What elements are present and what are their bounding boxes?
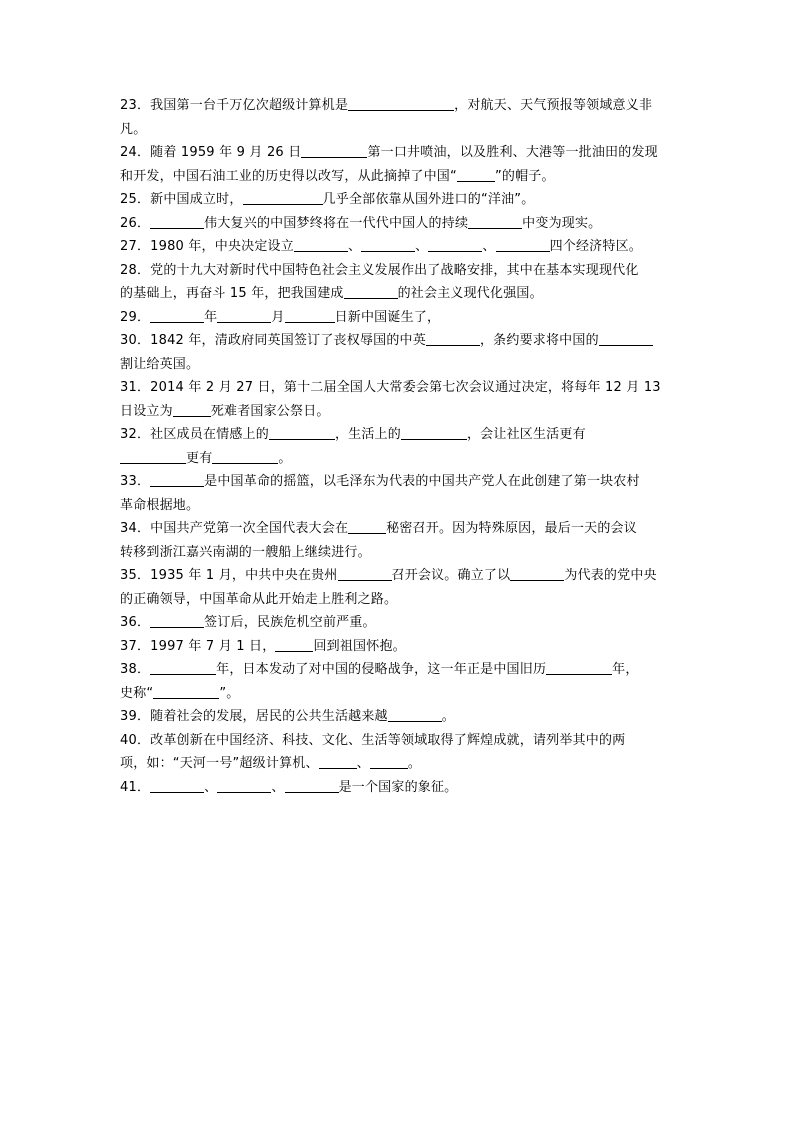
answer-blank[interactable] — [150, 660, 216, 675]
answer-blank[interactable] — [243, 190, 323, 205]
answer-blank[interactable] — [496, 237, 550, 252]
question-31-line-2 — [120, 400, 680, 424]
answer-blank[interactable] — [285, 308, 335, 323]
question-38-line-1 — [120, 658, 680, 682]
question-text: 为代表的党中央 — [564, 568, 657, 583]
question-35-line-2 — [120, 588, 680, 612]
answer-blank[interactable] — [426, 331, 480, 346]
answer-blank[interactable] — [546, 660, 612, 675]
question-text: 更有 — [186, 450, 213, 466]
answer-blank[interactable] — [348, 519, 386, 534]
question-text: ”的帽子。 — [494, 168, 555, 184]
question-text: 割让给英国。 — [120, 356, 200, 372]
question-text: 是中国革命的摇篮，以毛泽东为代表的中国共产党人在此创建了第一块农村 — [204, 474, 640, 489]
question-text: 。 — [278, 450, 292, 466]
question-text: 的正确领导，中国革命从此开始走上胜利之路。 — [120, 591, 398, 607]
answer-blank[interactable] — [150, 308, 204, 323]
question-33-line-2 — [120, 494, 680, 518]
question-28-line-2 — [120, 282, 680, 306]
answer-blank[interactable] — [599, 331, 653, 346]
question-text: 24．随着 1959 年 9 月 26 日 — [120, 145, 302, 160]
answer-blank[interactable] — [294, 237, 348, 252]
question-33-line-1 — [120, 470, 680, 494]
question-text: 、 — [482, 239, 496, 254]
question-list — [120, 94, 680, 799]
question-text: 27．1980 年，中央决定设立 — [120, 239, 294, 254]
answer-blank[interactable] — [150, 613, 204, 628]
question-text: 。 — [441, 709, 455, 724]
question-41 — [120, 776, 680, 800]
question-text: 25．新中国成立时， — [120, 192, 243, 207]
question-text: 、 — [356, 756, 370, 771]
answer-blank[interactable] — [120, 449, 186, 464]
question-30-line-2 — [120, 353, 680, 377]
answer-blank[interactable] — [344, 284, 398, 299]
answer-blank[interactable] — [428, 237, 482, 252]
question-text: 日设立为 — [120, 403, 173, 419]
question-text: 32．社区成员在情感上的 — [120, 427, 269, 442]
question-text: 26． — [120, 215, 151, 231]
answer-blank[interactable] — [217, 778, 271, 793]
question-40-line-2 — [120, 752, 680, 776]
question-text: 回到祖国怀抱。 — [313, 638, 406, 654]
question-text: 四个经济特区。 — [549, 239, 642, 254]
question-24-line-2 — [120, 165, 680, 189]
answer-blank[interactable] — [348, 96, 454, 111]
question-text: 、 — [204, 779, 218, 795]
answer-blank[interactable] — [217, 308, 271, 323]
question-text: 第一口井喷油，以及胜利、大港等一批油田的发现 — [367, 145, 658, 160]
question-text: 39．随着社会的发展，居民的公共生活越来越 — [120, 709, 388, 724]
question-29 — [120, 306, 680, 330]
question-text: 几乎全部依靠从国外进口的“洋油”。 — [322, 192, 535, 207]
answer-blank[interactable] — [212, 449, 278, 464]
question-40-line-1 — [120, 729, 680, 753]
question-text: 35．1935 年 1 月，中共中央在贵州 — [120, 568, 338, 583]
question-text: 、 — [271, 779, 285, 795]
question-26 — [120, 212, 680, 236]
question-text: 年，日本发动了对中国的侵略战争，这一年正是中国旧历 — [216, 662, 547, 677]
answer-blank[interactable] — [370, 754, 408, 769]
answer-blank[interactable] — [388, 707, 442, 722]
question-text: 23．我国第一台千万亿次超级计算机是 — [120, 98, 349, 113]
question-27 — [120, 235, 680, 259]
question-text: 史称“ — [120, 685, 154, 701]
answer-blank[interactable] — [173, 402, 211, 417]
answer-blank[interactable] — [319, 754, 357, 769]
question-38-line-2 — [120, 682, 680, 706]
answer-blank[interactable] — [361, 237, 415, 252]
answer-blank[interactable] — [150, 778, 204, 793]
question-text: 年 — [204, 309, 218, 325]
question-text: 召开会议。确立了以 — [391, 568, 511, 583]
question-23-line-2 — [120, 118, 680, 142]
answer-blank[interactable] — [401, 425, 467, 440]
question-28-line-1 — [120, 259, 680, 283]
answer-blank[interactable] — [457, 167, 495, 182]
question-text: 凡。 — [120, 121, 147, 137]
answer-blank[interactable] — [275, 637, 313, 652]
question-text: 转移到浙江嘉兴南湖的一艘船上继续进行。 — [120, 544, 371, 560]
question-30-line-1 — [120, 329, 680, 353]
question-text: ”。 — [219, 685, 240, 701]
question-text: ，会让社区生活更有 — [466, 427, 586, 442]
question-text: 和开发，中国石油工业的历史得以改写，从此摘掉了中国“ — [120, 168, 457, 184]
question-text: 日新中国诞生了， — [334, 309, 441, 325]
question-text: 29． — [120, 309, 151, 325]
question-text: 28．党的十九大对新时代中国特色社会主义发展作出了战略安排，其中在基本实现现代化 — [120, 262, 639, 278]
answer-blank[interactable] — [301, 143, 367, 158]
answer-blank[interactable] — [338, 566, 392, 581]
question-23-line-1 — [120, 94, 680, 118]
question-text: 、 — [347, 239, 362, 254]
question-text: ，条约要求将中国的 — [479, 333, 599, 348]
question-text: 34．中国共产党第一次全国代表大会在 — [120, 521, 349, 536]
question-text: 伟大复兴的中国梦终将在一代代中国人的持续 — [204, 215, 469, 231]
question-24-line-1 — [120, 141, 680, 165]
answer-blank[interactable] — [510, 566, 564, 581]
answer-blank[interactable] — [150, 472, 204, 487]
question-text: 33． — [120, 474, 151, 489]
question-32-line-2 — [120, 447, 680, 471]
question-text: 41． — [120, 779, 151, 795]
question-text: 的基础上，再奋斗 15 年，把我国建成 — [120, 286, 344, 301]
question-text: 月 — [271, 309, 285, 325]
question-text: 秘密召开。因为特殊原因，最后一天的会议 — [386, 521, 637, 536]
answer-blank[interactable] — [150, 214, 204, 229]
question-text: 的社会主义现代化强国。 — [397, 286, 543, 301]
question-text: ，生活上的 — [334, 427, 401, 442]
question-text: 37．1997 年 7 月 1 日， — [120, 638, 276, 654]
question-text: 40．改革创新在中国经济、科技、文化、生活等领域取得了辉煌成就，请列举其中的两 — [120, 732, 626, 748]
question-34-line-2 — [120, 541, 680, 565]
question-text: 36． — [120, 615, 151, 630]
question-34-line-1 — [120, 517, 680, 541]
answer-blank[interactable] — [153, 684, 219, 699]
question-text: ，对航天、天气预报等领域意义非 — [454, 98, 653, 113]
question-text: 签订后，民族危机空前严重。 — [204, 615, 376, 630]
question-32-line-1 — [120, 423, 680, 447]
question-text: 30．1842 年，清政府同英国签订了丧权辱国的中英 — [120, 333, 426, 348]
question-text: 。 — [407, 756, 422, 771]
question-text: 、 — [415, 239, 429, 254]
answer-blank[interactable] — [269, 425, 335, 440]
question-36 — [120, 611, 680, 635]
question-31-line-1 — [120, 376, 680, 400]
question-text: 项，如：“天河一号”超级计算机、 — [120, 756, 319, 771]
question-text: 中变为现实。 — [522, 215, 602, 231]
answer-blank[interactable] — [285, 778, 339, 793]
question-25 — [120, 188, 680, 212]
question-text: 31．2014 年 2 月 27 日，第十二届全国人大常委会第七次会议通过决定，将每年 12 月 13 — [120, 380, 661, 395]
question-text: 死难者国家公祭日。 — [210, 403, 330, 419]
answer-blank[interactable] — [468, 214, 522, 229]
question-text: 是一个国家的象征。 — [338, 779, 458, 795]
question-37 — [120, 635, 680, 659]
question-text: 38． — [120, 662, 151, 677]
question-39 — [120, 705, 680, 729]
question-text: 革命根据地。 — [120, 497, 200, 513]
question-text: 年， — [612, 662, 639, 677]
question-35-line-1 — [120, 564, 680, 588]
